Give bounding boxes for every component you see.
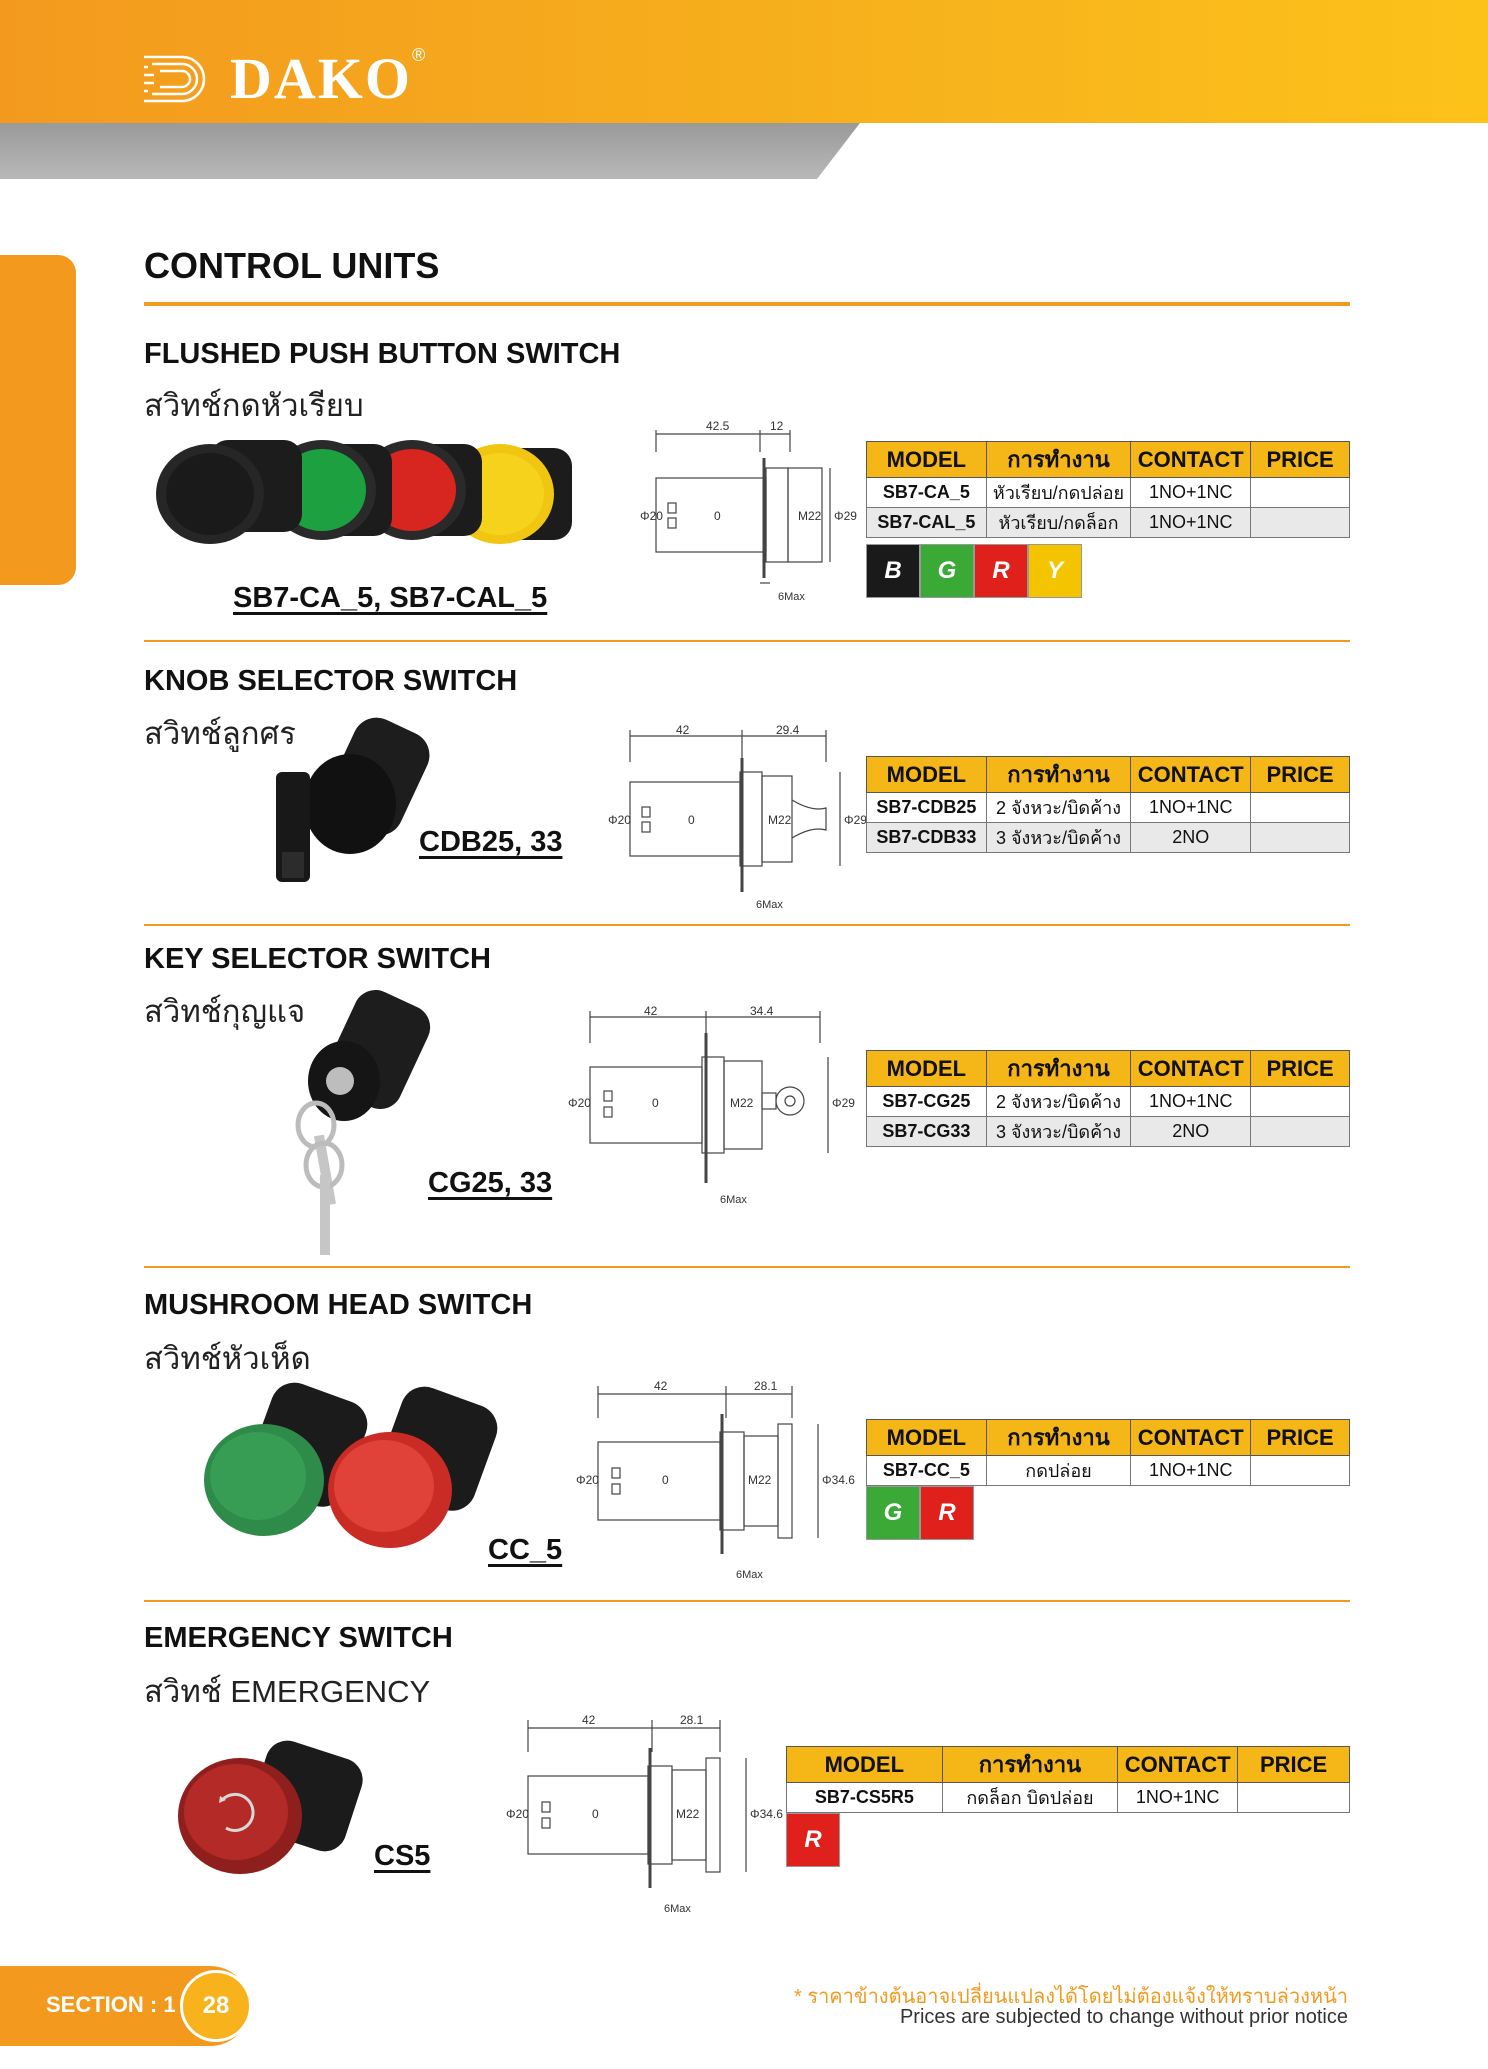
cell-price (1251, 793, 1350, 823)
footer-note-thai: * ราคาข้างต้นอาจเปลี่ยนแปลงได้โดยไม่ต้องแจ้งให้ทราบล่วงหน้า (793, 1986, 1348, 2008)
section-subtitle-flushed: สวิทช์กดหัวเรียบ (144, 388, 364, 423)
cell-model: SB7-CAL_5 (867, 508, 987, 538)
dim-max: 6Max (736, 1569, 763, 1581)
footer-note-english: Prices are subjected to change without prior notice (899, 2006, 1348, 2028)
product-label-emergency: CS5 (374, 1840, 431, 1872)
cell-price (1251, 1087, 1350, 1117)
col-operation: การทำงาน (942, 1747, 1118, 1783)
section-title-knob: KNOB SELECTOR SWITCH (144, 665, 518, 697)
dim-head: 29.4 (776, 723, 800, 737)
cell-contact: 1NO+1NC (1131, 1087, 1251, 1117)
color-chip-green: G (920, 544, 974, 598)
dim-zero: 0 (662, 1473, 669, 1487)
color-chip-green: G (866, 1486, 920, 1540)
table-row (867, 1117, 1350, 1147)
cell-operation: 3 จังหวะ/บิดค้าง (986, 823, 1131, 853)
dim-length: 42 (676, 723, 690, 737)
color-chip-red: R (974, 544, 1028, 598)
table-row (867, 508, 1350, 538)
cell-operation: หัวเรียบ/กดปล่อย (986, 478, 1131, 508)
cell-contact: 2NO (1131, 1117, 1251, 1147)
cell-price (1251, 823, 1350, 853)
col-model: MODEL (867, 1051, 987, 1087)
dim-length: 42.5 (706, 419, 730, 433)
col-operation: การทำงาน (986, 442, 1131, 478)
dim-zero: 0 (652, 1096, 659, 1110)
col-model: MODEL (867, 757, 987, 793)
cell-price (1238, 1783, 1350, 1813)
footer-section-label: SECTION : 1 (46, 1992, 176, 2017)
color-chip-red: R (786, 1813, 840, 1867)
key-switch-photo (280, 985, 480, 1265)
emergency-switch-photo (176, 1740, 386, 1880)
color-chip-yellow: Y (1028, 544, 1082, 598)
cell-operation: หัวเรียบ/กดล็อก (986, 508, 1131, 538)
cell-model: SB7-CC_5 (867, 1456, 987, 1486)
cell-model: SB7-CA_5 (867, 478, 987, 508)
cell-price (1251, 1456, 1350, 1486)
section-subtitle-mushroom: สวิทช์หัวเห็ด (144, 1341, 311, 1376)
spec-table-knob (866, 756, 1350, 853)
dim-zero: 0 (714, 509, 721, 523)
section-title-flushed: FLUSHED PUSH BUTTON SWITCH (144, 338, 621, 370)
col-model: MODEL (867, 442, 987, 478)
key-dimension-drawing (556, 1003, 856, 1213)
section-title-key: KEY SELECTOR SWITCH (144, 943, 491, 975)
cell-contact: 2NO (1131, 823, 1251, 853)
cell-price (1251, 508, 1350, 538)
section-subtitle-knob: สวิทช์ลูกศร (144, 716, 296, 751)
cell-operation: 2 จังหวะ/บิดค้าง (986, 793, 1131, 823)
dim-thread: M22 (768, 813, 792, 827)
cell-operation: กดล็อก บิดปล่อย (942, 1783, 1118, 1813)
col-price: PRICE (1238, 1747, 1350, 1783)
header-gray-band (0, 123, 860, 179)
col-operation: การทำงาน (986, 1420, 1131, 1456)
table-row (867, 793, 1350, 823)
col-contact: CONTACT (1131, 757, 1251, 793)
brand-logo (142, 44, 426, 111)
dim-dia-right: Φ34.6 (822, 1473, 855, 1487)
cell-contact: 1NO+1NC (1131, 793, 1251, 823)
spec-table-mushroom (866, 1419, 1350, 1486)
spec-table-flushed (866, 441, 1350, 538)
cell-model: SB7-CDB25 (867, 793, 987, 823)
color-chip-black: B (866, 544, 920, 598)
dim-dia-left: Φ20 (608, 813, 631, 827)
dim-thread: M22 (748, 1473, 772, 1487)
dim-max: 6Max (778, 591, 805, 603)
dim-dia-left: Φ20 (568, 1096, 591, 1110)
flushed-button-photo (150, 430, 620, 580)
col-price: PRICE (1251, 1051, 1350, 1087)
col-contact: CONTACT (1131, 1420, 1251, 1456)
col-contact: CONTACT (1118, 1747, 1238, 1783)
dim-dia-right: Φ29 (834, 509, 857, 523)
table-row (867, 478, 1350, 508)
page-title: CONTROL UNITS (144, 245, 440, 286)
brand-name: DAKO (230, 46, 412, 111)
spec-table-emergency (786, 1746, 1350, 1813)
table-row (867, 1456, 1350, 1486)
section-subtitle-key: สวิทช์กุญแจ (144, 994, 306, 1029)
cell-contact: 1NO+1NC (1131, 478, 1251, 508)
dim-head: 28.1 (680, 1713, 704, 1727)
cell-operation: 3 จังหวะ/บิดค้าง (986, 1117, 1131, 1147)
cell-contact: 1NO+1NC (1118, 1783, 1238, 1813)
table-row (867, 823, 1350, 853)
registered-mark: ® (412, 44, 426, 65)
title-rule (144, 302, 1350, 306)
dim-length: 42 (654, 1379, 668, 1393)
dim-zero: 0 (688, 813, 695, 827)
col-price: PRICE (1251, 757, 1350, 793)
dim-dia-left: Φ20 (506, 1807, 529, 1821)
col-operation: การทำงาน (986, 757, 1131, 793)
dim-zero: 0 (592, 1807, 599, 1821)
spec-table-key (866, 1050, 1350, 1147)
dim-thread: M22 (676, 1807, 700, 1821)
dim-thread: M22 (730, 1096, 754, 1110)
color-options-emergency (786, 1813, 840, 1867)
cell-contact: 1NO+1NC (1131, 508, 1251, 538)
knob-switch-photo (270, 712, 470, 892)
dako-logo-icon (142, 53, 222, 105)
cell-model: SB7-CG25 (867, 1087, 987, 1117)
color-options-mushroom (866, 1486, 974, 1540)
table-row (867, 1087, 1350, 1117)
cell-model: SB7-CDB33 (867, 823, 987, 853)
dim-head: 34.4 (750, 1004, 774, 1018)
cell-model: SB7-CG33 (867, 1117, 987, 1147)
col-contact: CONTACT (1131, 1051, 1251, 1087)
col-operation: การทำงาน (986, 1051, 1131, 1087)
col-model: MODEL (867, 1420, 987, 1456)
product-label-mushroom: CC_5 (488, 1534, 563, 1566)
dim-dia-right: Φ34.6 (750, 1807, 783, 1821)
dim-max: 6Max (720, 1194, 747, 1206)
product-label-flushed: SB7-CA_5, SB7-CAL_5 (233, 582, 548, 614)
cell-operation: กดปล่อย (986, 1456, 1131, 1486)
section-title-emergency: EMERGENCY SWITCH (144, 1622, 453, 1654)
mushroom-dimension-drawing (550, 1378, 855, 1588)
col-price: PRICE (1251, 1420, 1350, 1456)
footer-page-number: 28 (180, 1970, 252, 2042)
dim-dia-left: Φ20 (640, 509, 663, 523)
col-model: MODEL (787, 1747, 943, 1783)
section-title-mushroom: MUSHROOM HEAD SWITCH (144, 1289, 533, 1321)
product-label-key: CG25, 33 (428, 1167, 553, 1199)
product-label-knob: CDB25, 33 (419, 826, 563, 858)
mushroom-switch-photo (200, 1380, 540, 1560)
side-tab (0, 255, 76, 585)
section-divider (144, 1266, 1350, 1268)
cell-operation: 2 จังหวะ/บิดค้าง (986, 1087, 1131, 1117)
dim-length: 42 (582, 1713, 596, 1727)
color-chip-red: R (920, 1486, 974, 1540)
dim-dia-right: Φ29 (832, 1096, 855, 1110)
dim-max: 6Max (664, 1903, 691, 1915)
cell-price (1251, 1117, 1350, 1147)
dim-head: 12 (770, 419, 784, 433)
dim-dia-right: Φ29 (844, 813, 867, 827)
section-divider (144, 924, 1350, 926)
cell-model: SB7-CS5R5 (787, 1783, 943, 1813)
knob-dimension-drawing (596, 722, 876, 912)
dim-max: 6Max (756, 899, 783, 911)
section-divider (144, 640, 1350, 642)
cell-contact: 1NO+1NC (1131, 1456, 1251, 1486)
flushed-dimension-drawing (620, 418, 860, 608)
table-row (787, 1783, 1350, 1813)
section-subtitle-emergency: สวิทช์ EMERGENCY (144, 1674, 431, 1709)
dim-thread: M22 (798, 509, 822, 523)
col-contact: CONTACT (1131, 442, 1251, 478)
dim-dia-left: Φ20 (576, 1473, 599, 1487)
cell-price (1251, 478, 1350, 508)
emergency-dimension-drawing (480, 1712, 783, 1922)
section-divider (144, 1600, 1350, 1602)
col-price: PRICE (1251, 442, 1350, 478)
color-options-flushed (866, 544, 1082, 598)
dim-head: 28.1 (754, 1379, 778, 1393)
dim-length: 42 (644, 1004, 658, 1018)
